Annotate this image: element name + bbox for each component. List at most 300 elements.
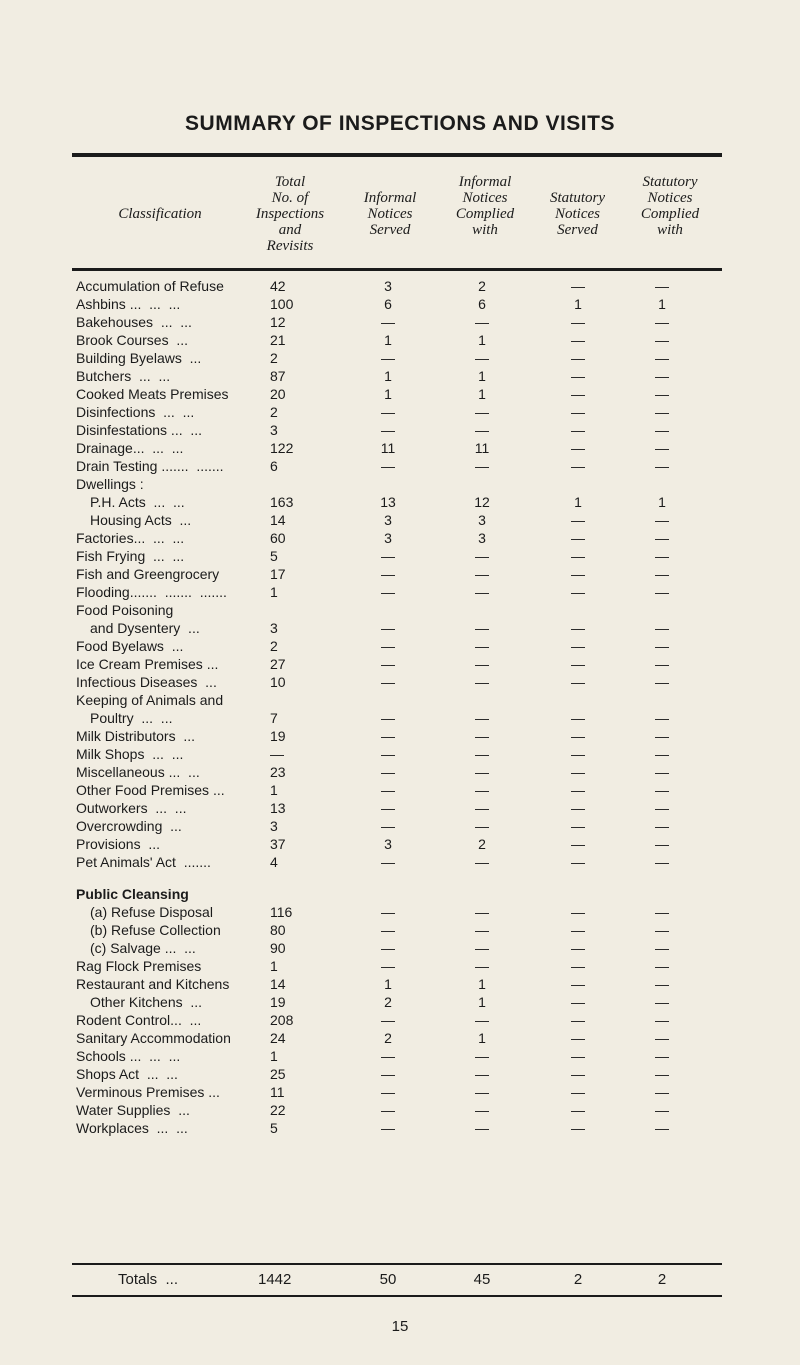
cell-statutory-complied: — xyxy=(655,314,669,330)
cell-informal-served: — xyxy=(381,584,395,600)
row-label: Infectious Diseases ... xyxy=(76,674,217,690)
header-line: and xyxy=(278,222,302,238)
cell-inspections: 80 xyxy=(270,922,286,938)
row-label: (b) Refuse Collection xyxy=(90,922,221,938)
cell-inspections: 37 xyxy=(270,836,286,852)
cell-inspections: 1 xyxy=(270,782,278,798)
cell-statutory-served: — xyxy=(571,458,585,474)
cell-informal-complied: 2 xyxy=(478,836,486,852)
table-row xyxy=(0,1029,800,1047)
cell-informal-served: — xyxy=(381,1084,395,1100)
table-row xyxy=(0,475,800,493)
header-line: Notices xyxy=(462,190,508,206)
cell-inspections: 6 xyxy=(270,458,278,474)
cell-statutory-served: — xyxy=(571,638,585,654)
cell-inspections: 20 xyxy=(270,386,286,402)
cell-statutory-complied: — xyxy=(655,530,669,546)
cell-informal-complied: — xyxy=(475,422,489,438)
header-line: Informal xyxy=(363,190,417,206)
cell-informal-complied: 3 xyxy=(478,512,486,528)
cell-informal-complied: — xyxy=(475,584,489,600)
table-row xyxy=(0,313,800,331)
cell-statutory-complied: — xyxy=(655,1030,669,1046)
cell-informal-complied: — xyxy=(475,674,489,690)
cell-informal-complied: 12 xyxy=(474,494,490,510)
cell-statutory-served: — xyxy=(571,1120,585,1136)
cell-statutory-complied: — xyxy=(655,764,669,780)
cell-informal-complied: — xyxy=(475,922,489,938)
cell-inspections: 2 xyxy=(270,638,278,654)
cell-informal-served: 1 xyxy=(384,976,392,992)
totals-row xyxy=(0,1268,800,1292)
cell-inspections: 2 xyxy=(270,404,278,420)
cell-statutory-complied: — xyxy=(655,836,669,852)
cell-informal-served: 3 xyxy=(384,512,392,528)
table-row xyxy=(0,727,800,745)
cell-informal-complied: — xyxy=(475,656,489,672)
row-label: Factories... ... ... xyxy=(76,530,185,546)
cell-informal-served: — xyxy=(381,404,395,420)
table-row xyxy=(0,277,800,295)
header-line: Informal xyxy=(458,174,512,190)
cell-inspections: 14 xyxy=(270,512,286,528)
header-line: Notices xyxy=(555,206,600,222)
cell-statutory-complied: — xyxy=(655,404,669,420)
header-line: Notices xyxy=(647,190,693,206)
cell-statutory-complied: — xyxy=(655,332,669,348)
row-label: Rodent Control... ... xyxy=(76,1012,202,1028)
cell-inspections: 3 xyxy=(270,422,278,438)
cell-informal-complied: — xyxy=(475,904,489,920)
cell-informal-complied: — xyxy=(475,782,489,798)
cell-inspections: 2 xyxy=(270,350,278,366)
cell-informal-served: — xyxy=(381,710,395,726)
cell-informal-complied: 1 xyxy=(478,976,486,992)
row-label: Poultry ... ... xyxy=(90,710,173,726)
cell-statutory-complied: — xyxy=(655,278,669,294)
cell-informal-served: — xyxy=(381,1012,395,1028)
row-label: Housing Acts ... xyxy=(90,512,192,528)
table-row xyxy=(0,781,800,799)
cell-statutory-served: — xyxy=(571,350,585,366)
cell-statutory-served: — xyxy=(571,314,585,330)
cell-informal-served: — xyxy=(381,782,395,798)
cell-inspections: 4 xyxy=(270,854,278,870)
cell-informal-served: — xyxy=(381,458,395,474)
cell-statutory-complied: — xyxy=(655,746,669,762)
table-row xyxy=(0,511,800,529)
table-row xyxy=(0,975,800,993)
row-label: Workplaces ... ... xyxy=(76,1120,188,1136)
cell-statutory-served: — xyxy=(571,958,585,974)
cell-statutory-complied: — xyxy=(655,638,669,654)
cell-statutory-served: — xyxy=(571,994,585,1010)
table-row xyxy=(0,331,800,349)
cell-inspections: 22 xyxy=(270,1102,286,1118)
table-row xyxy=(0,835,800,853)
cell-inspections: 122 xyxy=(270,440,294,456)
cell-statutory-served: — xyxy=(571,922,585,938)
cell-statutory-served: — xyxy=(571,386,585,402)
cell-statutory-served: — xyxy=(571,422,585,438)
table-row xyxy=(0,1101,800,1119)
table-row xyxy=(0,385,800,403)
cell-informal-served: — xyxy=(381,422,395,438)
cell-informal-served: — xyxy=(381,800,395,816)
header-classification xyxy=(110,206,210,222)
cell-informal-complied: — xyxy=(475,350,489,366)
row-label: Milk Shops ... ... xyxy=(76,746,184,762)
cell-statutory-served: — xyxy=(571,512,585,528)
cell-statutory-complied: — xyxy=(655,674,669,690)
cell-statutory-served: — xyxy=(571,278,585,294)
totals-informal-served: 50 xyxy=(379,1271,397,1288)
table-row xyxy=(0,601,800,619)
cell-statutory-served: — xyxy=(571,746,585,762)
row-label: Pet Animals' Act ....... xyxy=(76,854,211,870)
cell-statutory-complied: — xyxy=(655,922,669,938)
cell-informal-complied: — xyxy=(475,818,489,834)
row-label: Restaurant and Kitchens xyxy=(76,976,230,992)
cell-informal-served: — xyxy=(381,922,395,938)
cell-informal-complied: — xyxy=(475,1048,489,1064)
cell-informal-served: 3 xyxy=(384,278,392,294)
cell-informal-complied: 11 xyxy=(474,440,490,456)
cell-informal-served: — xyxy=(381,674,395,690)
cell-statutory-served: — xyxy=(571,782,585,798)
row-label: (a) Refuse Disposal xyxy=(90,904,213,920)
cell-informal-served: 1 xyxy=(384,386,392,402)
cell-informal-complied: — xyxy=(475,1012,489,1028)
cell-statutory-complied: — xyxy=(655,386,669,402)
cell-informal-complied: 2 xyxy=(478,278,486,294)
row-label: (c) Salvage ... ... xyxy=(90,940,196,956)
row-label: Dwellings : xyxy=(76,476,144,492)
totals-top-rule xyxy=(72,1263,722,1265)
cell-informal-served: — xyxy=(381,350,395,366)
header-line: with xyxy=(657,222,683,238)
row-label: Food Byelaws ... xyxy=(76,638,184,654)
row-label: Fish Frying ... ... xyxy=(76,548,185,564)
header-statutory-complied xyxy=(620,174,720,238)
cell-informal-served: — xyxy=(381,314,395,330)
table-row xyxy=(0,565,800,583)
table-row xyxy=(0,295,800,313)
cell-statutory-served: — xyxy=(571,976,585,992)
table-row xyxy=(0,885,800,903)
row-label: Sanitary Accommodation xyxy=(76,1030,231,1046)
row-label: Flooding....... ....... ....... xyxy=(76,584,227,600)
header-line: Complied xyxy=(640,206,700,222)
row-label: Ice Cream Premises ... xyxy=(76,656,219,672)
cell-statutory-complied: — xyxy=(655,422,669,438)
row-label: Disinfestations ... ... xyxy=(76,422,203,438)
cell-statutory-served: — xyxy=(571,1084,585,1100)
cell-statutory-complied: — xyxy=(655,1066,669,1082)
cell-statutory-served: — xyxy=(571,404,585,420)
cell-informal-served: 2 xyxy=(384,1030,392,1046)
cell-informal-complied: — xyxy=(475,566,489,582)
cell-inspections: 3 xyxy=(270,620,278,636)
cell-inspections: 13 xyxy=(270,800,286,816)
cell-statutory-served: — xyxy=(571,584,585,600)
cell-statutory-complied: — xyxy=(655,854,669,870)
cell-informal-complied: — xyxy=(475,638,489,654)
table-row xyxy=(0,583,800,601)
cell-inspections: 10 xyxy=(270,674,286,690)
cell-inspections: 116 xyxy=(270,904,293,920)
row-label: Water Supplies ... xyxy=(76,1102,190,1118)
table-row xyxy=(0,691,800,709)
cell-inspections: 1 xyxy=(270,584,278,600)
header-line: Statutory xyxy=(550,190,605,206)
row-label: Butchers ... ... xyxy=(76,368,171,384)
row-label: Overcrowding ... xyxy=(76,818,182,834)
cell-informal-complied: — xyxy=(475,800,489,816)
header-informal-complied xyxy=(435,174,535,238)
cell-statutory-served: 1 xyxy=(574,296,582,312)
cell-inspections: 163 xyxy=(270,494,294,510)
cell-statutory-served: — xyxy=(571,1102,585,1118)
cell-inspections: 90 xyxy=(270,940,286,956)
cell-statutory-complied: — xyxy=(655,548,669,564)
table-row xyxy=(0,493,800,511)
cell-informal-served: 2 xyxy=(384,994,392,1010)
cell-inspections: 23 xyxy=(270,764,286,780)
totals-informal-complied: 45 xyxy=(473,1271,491,1288)
header-line: Served xyxy=(369,222,411,238)
cell-statutory-complied: — xyxy=(655,584,669,600)
inspection-table xyxy=(0,277,800,1137)
table-row xyxy=(0,921,800,939)
header-total-inspections xyxy=(240,174,340,254)
cell-informal-served: — xyxy=(381,566,395,582)
cell-statutory-served: — xyxy=(571,904,585,920)
row-label: Bakehouses ... ... xyxy=(76,314,192,330)
cell-informal-served: 3 xyxy=(384,836,392,852)
cell-statutory-served: 1 xyxy=(574,494,582,510)
header-line: Served xyxy=(557,222,598,238)
cell-informal-complied: 1 xyxy=(478,386,486,402)
cell-statutory-served: — xyxy=(571,818,585,834)
totals-statutory-complied: 2 xyxy=(657,1271,667,1288)
cell-statutory-complied: — xyxy=(655,818,669,834)
cell-informal-served: 13 xyxy=(380,494,396,510)
cell-statutory-complied: — xyxy=(655,904,669,920)
cell-inspections: 11 xyxy=(270,1084,285,1100)
cell-informal-served: — xyxy=(381,764,395,780)
totals-statutory-served: 2 xyxy=(573,1271,583,1288)
header-line: Complied xyxy=(455,206,515,222)
cell-informal-served: — xyxy=(381,1102,395,1118)
row-label: Drain Testing ....... ....... xyxy=(76,458,224,474)
row-label: Verminous Premises ... xyxy=(76,1084,220,1100)
cell-informal-served: 6 xyxy=(384,296,392,312)
cell-statutory-served: — xyxy=(571,1048,585,1064)
cell-statutory-complied: 1 xyxy=(658,494,666,510)
table-row xyxy=(0,763,800,781)
cell-statutory-served: — xyxy=(571,620,585,636)
row-label: Keeping of Animals and xyxy=(76,692,224,708)
row-label: Provisions ... xyxy=(76,836,161,852)
table-row xyxy=(0,673,800,691)
cell-informal-complied: 6 xyxy=(478,296,486,312)
cell-inspections: 3 xyxy=(270,818,278,834)
table-row xyxy=(0,1083,800,1101)
cell-informal-served: 1 xyxy=(384,368,392,384)
cell-statutory-served: — xyxy=(571,800,585,816)
header-top-rule xyxy=(72,153,722,157)
row-label: Drainage... ... ... xyxy=(76,440,184,456)
row-label: Schools ... ... ... xyxy=(76,1048,181,1064)
row-label: Outworkers ... ... xyxy=(76,800,187,816)
cell-inspections: 1 xyxy=(270,1048,278,1064)
row-label: Shops Act ... ... xyxy=(76,1066,178,1082)
row-label: Milk Distributors ... xyxy=(76,728,196,744)
cell-informal-served: — xyxy=(381,638,395,654)
cell-informal-complied: 1 xyxy=(478,368,486,384)
cell-informal-served: — xyxy=(381,854,395,870)
header-statutory-served xyxy=(530,190,625,238)
cell-informal-complied: — xyxy=(475,764,489,780)
cell-statutory-served: — xyxy=(571,530,585,546)
cell-inspections: 1 xyxy=(270,958,278,974)
header-line: Revisits xyxy=(266,238,314,254)
cell-informal-served: — xyxy=(381,1120,395,1136)
cell-inspections: 42 xyxy=(270,278,286,294)
cell-inspections: 19 xyxy=(270,994,286,1010)
table-row xyxy=(0,709,800,727)
table-row xyxy=(0,619,800,637)
row-label: Cooked Meats Premises xyxy=(76,386,229,402)
cell-informal-complied: 1 xyxy=(478,994,486,1010)
row-label: Fish and Greengrocery xyxy=(76,566,220,582)
cell-statutory-complied: — xyxy=(655,710,669,726)
header-informal-served xyxy=(345,190,435,238)
cell-statutory-complied: — xyxy=(655,440,669,456)
table-row xyxy=(0,903,800,921)
cell-statutory-served: — xyxy=(571,1030,585,1046)
cell-statutory-served: — xyxy=(571,710,585,726)
cell-informal-served: — xyxy=(381,1048,395,1064)
header-line: No. of xyxy=(271,190,309,206)
cell-informal-complied: 3 xyxy=(478,530,486,546)
cell-inspections: 25 xyxy=(270,1066,286,1082)
cell-informal-complied: — xyxy=(475,458,489,474)
cell-informal-served: — xyxy=(381,940,395,956)
cell-informal-served: — xyxy=(381,620,395,636)
cell-inspections: 14 xyxy=(270,976,286,992)
row-label: P.H. Acts ... ... xyxy=(90,494,185,510)
header-line: Notices xyxy=(367,206,413,222)
table-row xyxy=(0,1065,800,1083)
cell-inspections: 17 xyxy=(270,566,286,582)
table-row xyxy=(0,799,800,817)
table-row xyxy=(0,457,800,475)
row-label: Food Poisoning xyxy=(76,602,174,618)
cell-statutory-served: — xyxy=(571,332,585,348)
table-row xyxy=(0,439,800,457)
cell-statutory-complied: — xyxy=(655,958,669,974)
table-row xyxy=(0,993,800,1011)
cell-informal-complied: — xyxy=(475,1066,489,1082)
header-line: Statutory xyxy=(642,174,698,190)
cell-statutory-served: — xyxy=(571,1012,585,1028)
cell-statutory-served: — xyxy=(571,656,585,672)
cell-statutory-complied: — xyxy=(655,512,669,528)
cell-statutory-complied: — xyxy=(655,1012,669,1028)
totals-label: Totals ... xyxy=(118,1271,179,1288)
cell-statutory-served: — xyxy=(571,368,585,384)
row-label: Disinfections ... ... xyxy=(76,404,195,420)
cell-informal-complied: — xyxy=(475,1102,489,1118)
cell-inspections: 208 xyxy=(270,1012,294,1028)
table-row xyxy=(0,957,800,975)
row-label: Rag Flock Premises xyxy=(76,958,202,974)
header-line: Classification xyxy=(118,206,202,222)
table-row xyxy=(0,349,800,367)
cell-statutory-served: — xyxy=(571,836,585,852)
table-row xyxy=(0,1119,800,1137)
table-row xyxy=(0,853,800,871)
cell-inspections: 24 xyxy=(270,1030,286,1046)
cell-informal-served: — xyxy=(381,548,395,564)
cell-informal-served: 1 xyxy=(384,332,392,348)
table-row xyxy=(0,1047,800,1065)
cell-informal-complied: — xyxy=(475,620,489,636)
cell-statutory-served: — xyxy=(571,548,585,564)
cell-informal-served: — xyxy=(381,746,395,762)
cell-informal-complied: — xyxy=(475,854,489,870)
cell-informal-complied: — xyxy=(475,404,489,420)
cell-informal-complied: — xyxy=(475,314,489,330)
cell-statutory-served: — xyxy=(571,764,585,780)
cell-inspections: 100 xyxy=(270,296,294,312)
cell-statutory-complied: — xyxy=(655,620,669,636)
totals-bottom-rule xyxy=(72,1295,722,1297)
cell-informal-served: 3 xyxy=(384,530,392,546)
cell-statutory-complied: — xyxy=(655,976,669,992)
section-heading: Public Cleansing xyxy=(76,886,189,902)
cell-statutory-served: — xyxy=(571,566,585,582)
cell-inspections: 5 xyxy=(270,1120,278,1136)
row-label: Miscellaneous ... ... xyxy=(76,764,200,780)
cell-inspections: — xyxy=(270,746,284,762)
page-number: 15 xyxy=(391,1318,409,1335)
table-row xyxy=(0,367,800,385)
cell-informal-complied: — xyxy=(475,940,489,956)
row-label: Brook Courses ... xyxy=(76,332,189,348)
table-row xyxy=(0,421,800,439)
cell-informal-complied: — xyxy=(475,1084,489,1100)
cell-statutory-complied: — xyxy=(655,566,669,582)
cell-informal-complied: — xyxy=(475,710,489,726)
table-row xyxy=(0,529,800,547)
header-line: Total xyxy=(274,174,306,190)
cell-statutory-complied: — xyxy=(655,368,669,384)
cell-statutory-complied: 1 xyxy=(658,296,666,312)
row-label: Other Kitchens ... xyxy=(90,994,203,1010)
cell-statutory-complied: — xyxy=(655,350,669,366)
cell-inspections: 27 xyxy=(270,656,286,672)
cell-inspections: 12 xyxy=(270,314,286,330)
table-row xyxy=(0,939,800,957)
row-label: Ashbins ... ... ... xyxy=(76,296,181,312)
cell-informal-served: — xyxy=(381,728,395,744)
table-row xyxy=(0,403,800,421)
page-title: SUMMARY OF INSPECTIONS AND VISITS xyxy=(185,112,615,135)
table-row xyxy=(0,637,800,655)
